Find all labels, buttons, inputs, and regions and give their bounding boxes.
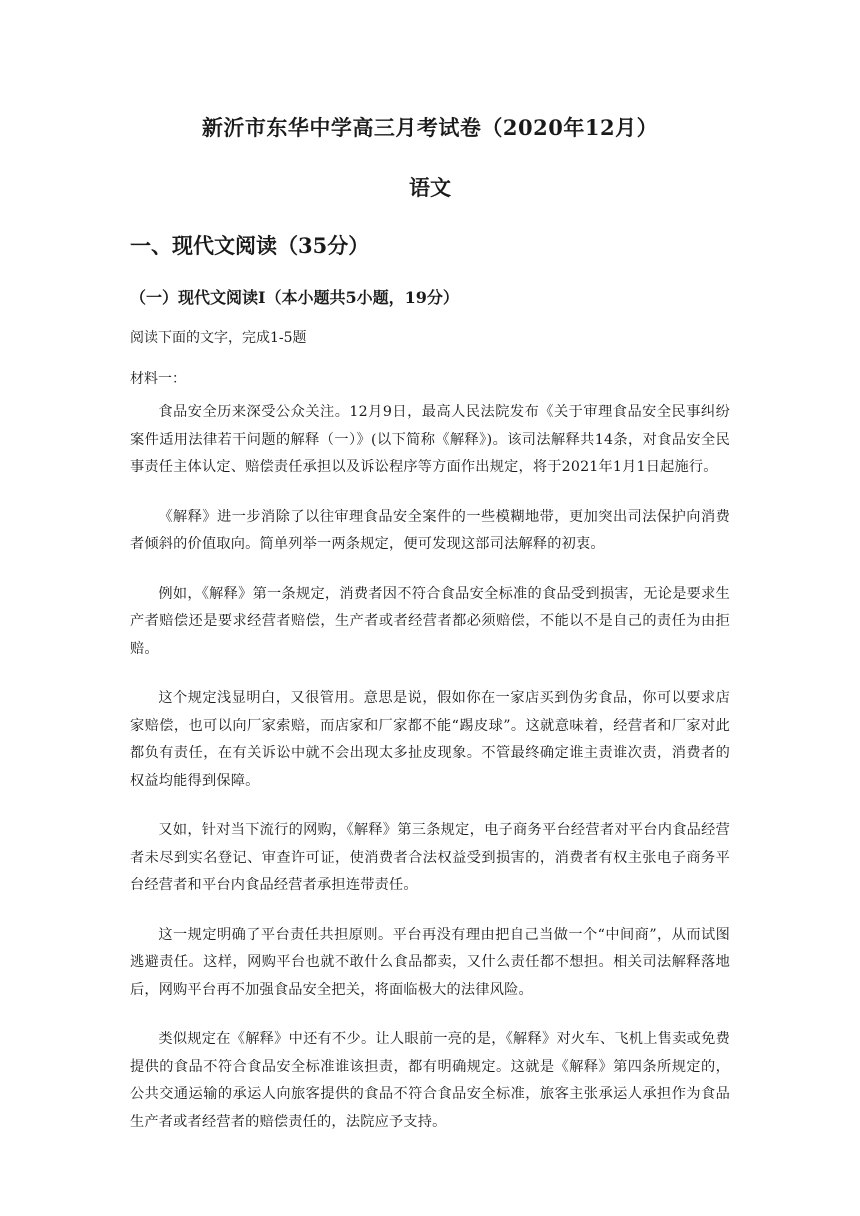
reading-instruction: 阅读下面的文字，完成1-5题 xyxy=(130,330,307,346)
material-label: 材料一： xyxy=(130,371,186,387)
section-heading: 一、现代文阅读（35分） xyxy=(130,233,370,258)
paragraph: 《解释》进一步消除了以往审理食品安全案件的一些模糊地带，更加突出司法保护向消费者倾斜的价值取向。简单列举一两条规定，便可发现这部司法解释的初衷。 xyxy=(130,508,730,552)
paragraph: 食品安全历来深受公众关注。12月9日，最高人民法院发布《关于审理食品安全民事纠纷案件适用法律若干问题的解释（一）》(以下简称《解释》)。该司法解释共14条，对食品安全民事责任主体认定、赔偿责任承担以及诉讼程序等方面作出规定，将于2021年1月1日起施行。 xyxy=(130,404,730,475)
paragraph: 这个规定浅显明白，又很管用。意思是说，假如你在一家店买到伪劣食品，你可以要求店家赔偿，也可以向厂家索赔，而店家和厂家都不能“踢皮球”。这就意味着，经营者和厂家对此都负有责任，在有关诉讼中就不会出现太多扯皮现象。不管最终确定谁主责谁次责，消费者的权益均能得到保障。 xyxy=(130,690,730,789)
exam-title: 新沂市东华中学高三月考试卷（2020年12月） xyxy=(201,115,659,140)
subject-heading: 语文 xyxy=(409,175,451,200)
passage-body xyxy=(130,399,730,1158)
paragraph: 例如，《解释》第一条规定，消费者因不符合食品安全标准的食品受到损害，无论是要求生产者赔偿还是要求经营者赔偿，生产者或者经营者都必须赔偿，不能以不是自己的责任为由拒赔。 xyxy=(130,585,730,657)
paragraph: 这一规定明确了平台责任共担原则。平台再没有理由把自己当做一个“中间商”，从而试图逃避责任。这样，网购平台也就不敢什么食品都卖，又什么责任都不想担。相关司法解释落地后，网购平台再不加强食品安全把关，将面临极大的法律风险。 xyxy=(130,926,730,998)
subsection-heading: （一）现代文阅读Ⅰ（本小题共5小题，19分） xyxy=(130,288,459,307)
paragraph: 又如，针对当下流行的网购，《解释》第三条规定，电子商务平台经营者对平台内食品经营者未尽到实名登记、审查许可证，使消费者合法权益受到损害的，消费者有权主张电子商务平台经营者和平台内食品经营者承担连带责任。 xyxy=(130,822,730,893)
paragraph: 类似规定在《解释》中还有不少。让人眼前一亮的是，《解释》对火车、飞机上售卖或免费提供的食品不符合食品安全标准谁该担责，都有明确规定。这就是《解释》第四条所规定的，公共交通运输的承运人向旅客提供的食品不符合食品安全标准，旅客主张承运人承担作为食品生产者或者经营者的赔偿责任的，法院应予支持。 xyxy=(130,1031,730,1130)
